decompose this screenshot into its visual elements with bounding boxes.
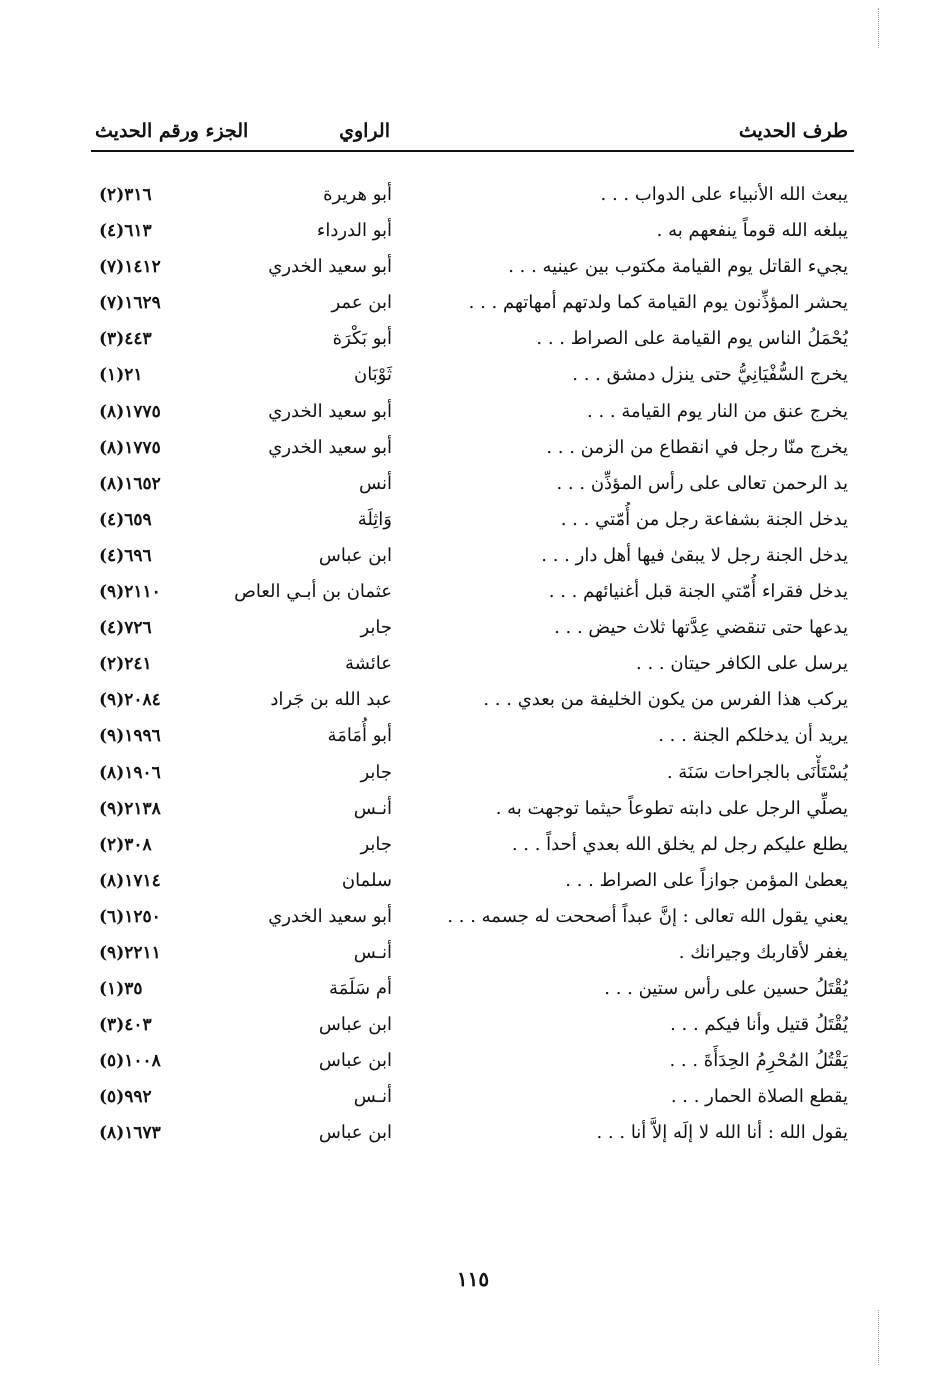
- margin-dots: [878, 1310, 880, 1365]
- narrator-cell: أبو هريرة: [323, 184, 392, 205]
- hadith-start-cell: يدخل الجنة رجل لا يبقىٰ فيها أهل دار . . .: [541, 544, 848, 566]
- narrator-cell: جابر: [360, 617, 392, 639]
- table-row: [0, 1007, 946, 1043]
- table-row: [0, 1043, 946, 1079]
- narrator-cell: أبو بَكْرَة: [332, 328, 392, 350]
- hadith-start-cell: يبعث الله الأنبياء على الدواب . . .: [600, 184, 848, 205]
- hadith-start-cell: يدخل فقراء أُمّتي الجنة قبل أغنيائهم . . .: [548, 581, 848, 603]
- hadith-start-cell: يُحْمَلُ الناس يوم القيامة على الصراط . . .: [536, 328, 848, 350]
- table-row: [0, 466, 946, 502]
- volume-number-cell: ٣٠٨(٢): [99, 834, 152, 855]
- table-row: [0, 394, 946, 430]
- table-row: [0, 899, 946, 935]
- narrator-cell: سلمان: [341, 869, 392, 891]
- volume-number-cell: ١٦٧٣(٨): [99, 1123, 161, 1144]
- header-divider: [91, 150, 854, 152]
- table-row: [0, 357, 946, 393]
- narrator-cell: ابن عباس: [318, 1014, 392, 1036]
- narrator-cell: ابن عباس: [318, 544, 392, 566]
- margin-dots: [878, 8, 880, 48]
- volume-number-cell: ٢١١٠(٩): [99, 582, 161, 603]
- narrator-cell: أبو سعيد الخدري: [268, 905, 392, 927]
- column-header-volume-number: الجزء ورقم الحديث: [95, 120, 249, 142]
- narrator-cell: أبو سعيد الخدري: [268, 400, 392, 422]
- table-row: [0, 935, 946, 971]
- hadith-start-cell: يريد أن يدخلكم الجنة . . .: [658, 725, 848, 747]
- table-row: [0, 213, 946, 249]
- volume-number-cell: ١٤١٢(٧): [99, 257, 161, 278]
- volume-number-cell: ٢٠٨٤(٩): [99, 690, 161, 711]
- table-row: [0, 249, 946, 285]
- hadith-start-cell: يُقْتَلُ قتيل وأنا فيكم . . .: [670, 1014, 848, 1036]
- hadith-start-cell: يُقْتَلُ حسين على رأس ستين . . .: [604, 978, 848, 1000]
- table-row: [0, 791, 946, 827]
- volume-number-cell: ١٢٥٠(٦): [99, 906, 161, 927]
- hadith-start-cell: يَقْتُلُ المُحْرِمُ الحِدَأَةَ . . .: [669, 1050, 848, 1072]
- page-number: ١١٥: [456, 1267, 490, 1291]
- volume-number-cell: ١٧١٤(٨): [99, 870, 161, 891]
- volume-number-cell: ٩٩٢(٥): [99, 1087, 152, 1108]
- volume-number-cell: ٦١٣(٤): [99, 221, 152, 242]
- hadith-start-cell: يصلِّي الرجل على دابته تطوعاً حيثما توجهت به .: [495, 797, 848, 819]
- narrator-cell: جابر: [360, 761, 392, 783]
- hadith-index-table: [0, 177, 946, 1152]
- table-row: [0, 502, 946, 538]
- column-header-narrator: الراوي: [339, 120, 390, 142]
- table-row: [0, 1115, 946, 1151]
- narrator-cell: أبو سعيد الخدري: [268, 436, 392, 458]
- narrator-cell: وَاثِلَة: [357, 508, 392, 530]
- table-row: [0, 827, 946, 863]
- volume-number-cell: ٢١٣٨(٩): [99, 798, 161, 819]
- table-row: [0, 1079, 946, 1115]
- narrator-cell: ثَوْبَان: [353, 364, 392, 386]
- narrator-cell: أنـس: [353, 797, 392, 819]
- volume-number-cell: ١٧٧٥(٨): [99, 401, 161, 422]
- narrator-cell: عبد الله بن جَراد: [270, 689, 392, 711]
- table-row: [0, 682, 946, 718]
- hadith-start-cell: يدخل الجنة بشفاعة رجل من أُمّتي . . .: [560, 508, 848, 530]
- volume-number-cell: ٢٤١(٢): [99, 654, 152, 675]
- table-row: [0, 610, 946, 646]
- hadith-start-cell: يحشر المؤذِّنون يوم القيامة كما ولدتهم أمهاتهم . . .: [468, 292, 848, 314]
- hadith-start-cell: يد الرحمن تعالى على رأس المؤذِّن . . .: [556, 472, 848, 494]
- volume-number-cell: ١٠٠٨(٥): [99, 1051, 161, 1072]
- volume-number-cell: ١٦٥٢(٨): [99, 473, 161, 494]
- volume-number-cell: ٢٢١١(٩): [99, 942, 161, 963]
- table-row: [0, 321, 946, 357]
- volume-number-cell: ٤٠٣(٣): [99, 1015, 152, 1036]
- narrator-cell: أنس: [359, 472, 392, 494]
- narrator-cell: أنـس: [353, 1086, 392, 1108]
- narrator-cell: عائشة: [345, 653, 392, 675]
- narrator-cell: عثمان بن أبـي العاص: [234, 581, 392, 603]
- volume-number-cell: ١٩٩٦(٩): [99, 726, 161, 747]
- hadith-start-cell: يغفر لأقاربك وجيرانك .: [678, 941, 848, 963]
- hadith-start-cell: يدعها حتى تنقضي عِدَّتها ثلاث حيض . . .: [554, 617, 848, 639]
- volume-number-cell: ١٩٠٦(٨): [99, 762, 161, 783]
- table-row: [0, 755, 946, 791]
- table-row: [0, 574, 946, 610]
- narrator-cell: ابن عمر: [331, 292, 392, 314]
- hadith-start-cell: يخرج السُّفْيَانِيُّ حتى ينزل دمشق . . .: [572, 364, 848, 386]
- volume-number-cell: ٧٢٦(٤): [99, 618, 152, 639]
- table-row: [0, 646, 946, 682]
- narrator-cell: أبو الدرداء: [316, 220, 392, 242]
- column-header-hadith-start: طرف الحديث: [738, 120, 848, 142]
- hadith-start-cell: يخرج عنق من النار يوم القيامة . . .: [587, 400, 848, 422]
- narrator-cell: جابر: [360, 833, 392, 855]
- table-row: [0, 430, 946, 466]
- table-row: [0, 285, 946, 321]
- hadith-start-cell: يطلع عليكم رجل لم يخلق الله بعدي أحداً . . .: [511, 833, 848, 855]
- narrator-cell: أنـس: [353, 941, 392, 963]
- hadith-start-cell: يعطىٰ المؤمن جوازاً على الصراط . . .: [565, 869, 848, 891]
- table-row: [0, 718, 946, 754]
- volume-number-cell: ١٦٢٩(٧): [99, 293, 161, 314]
- narrator-cell: أبو سعيد الخدري: [268, 256, 392, 278]
- hadith-start-cell: يبلغه الله قوماً ينفعهم به .: [656, 220, 848, 242]
- hadith-start-cell: يعني يقول الله تعالى : إنَّ عبداً أصححت له جسمه . . .: [447, 905, 848, 927]
- table-row: [0, 538, 946, 574]
- table-row: [0, 863, 946, 899]
- hadith-start-cell: يركب هذا الفرس من يكون الخليفة من بعدي . . .: [483, 689, 848, 711]
- hadith-start-cell: يخرج منّا رجل في انقطاع من الزمن . . .: [546, 436, 848, 458]
- volume-number-cell: ٦٩٦(٤): [99, 545, 152, 566]
- volume-number-cell: ٢١(١): [99, 365, 143, 386]
- hadith-start-cell: يجيء القاتل يوم القيامة مكتوب بين عينيه . . .: [508, 256, 848, 278]
- volume-number-cell: ٦٥٩(٤): [99, 509, 152, 530]
- narrator-cell: أم سَلَمَة: [329, 978, 392, 1000]
- narrator-cell: ابن عباس: [318, 1122, 392, 1144]
- narrator-cell: ابن عباس: [318, 1050, 392, 1072]
- hadith-start-cell: يرسل على الكافر حيتان . . .: [636, 653, 848, 675]
- hadith-start-cell: يُسْتَأْنَى بالجراحات سَنَة .: [666, 761, 848, 783]
- volume-number-cell: ٤٤٣(٣): [99, 329, 152, 350]
- narrator-cell: أبو أُمَامَة: [327, 725, 392, 747]
- table-row: [0, 177, 946, 213]
- hadith-start-cell: يقطع الصلاة الحمار . . .: [670, 1086, 848, 1108]
- hadith-start-cell: يقول الله : أنا الله لا إلَه إلاَّ أنا . . .: [596, 1122, 848, 1144]
- table-row: [0, 971, 946, 1007]
- volume-number-cell: ٣٥(١): [99, 979, 143, 1000]
- volume-number-cell: ١٧٧٥(٨): [99, 437, 161, 458]
- volume-number-cell: ٣١٦(٢): [99, 185, 152, 205]
